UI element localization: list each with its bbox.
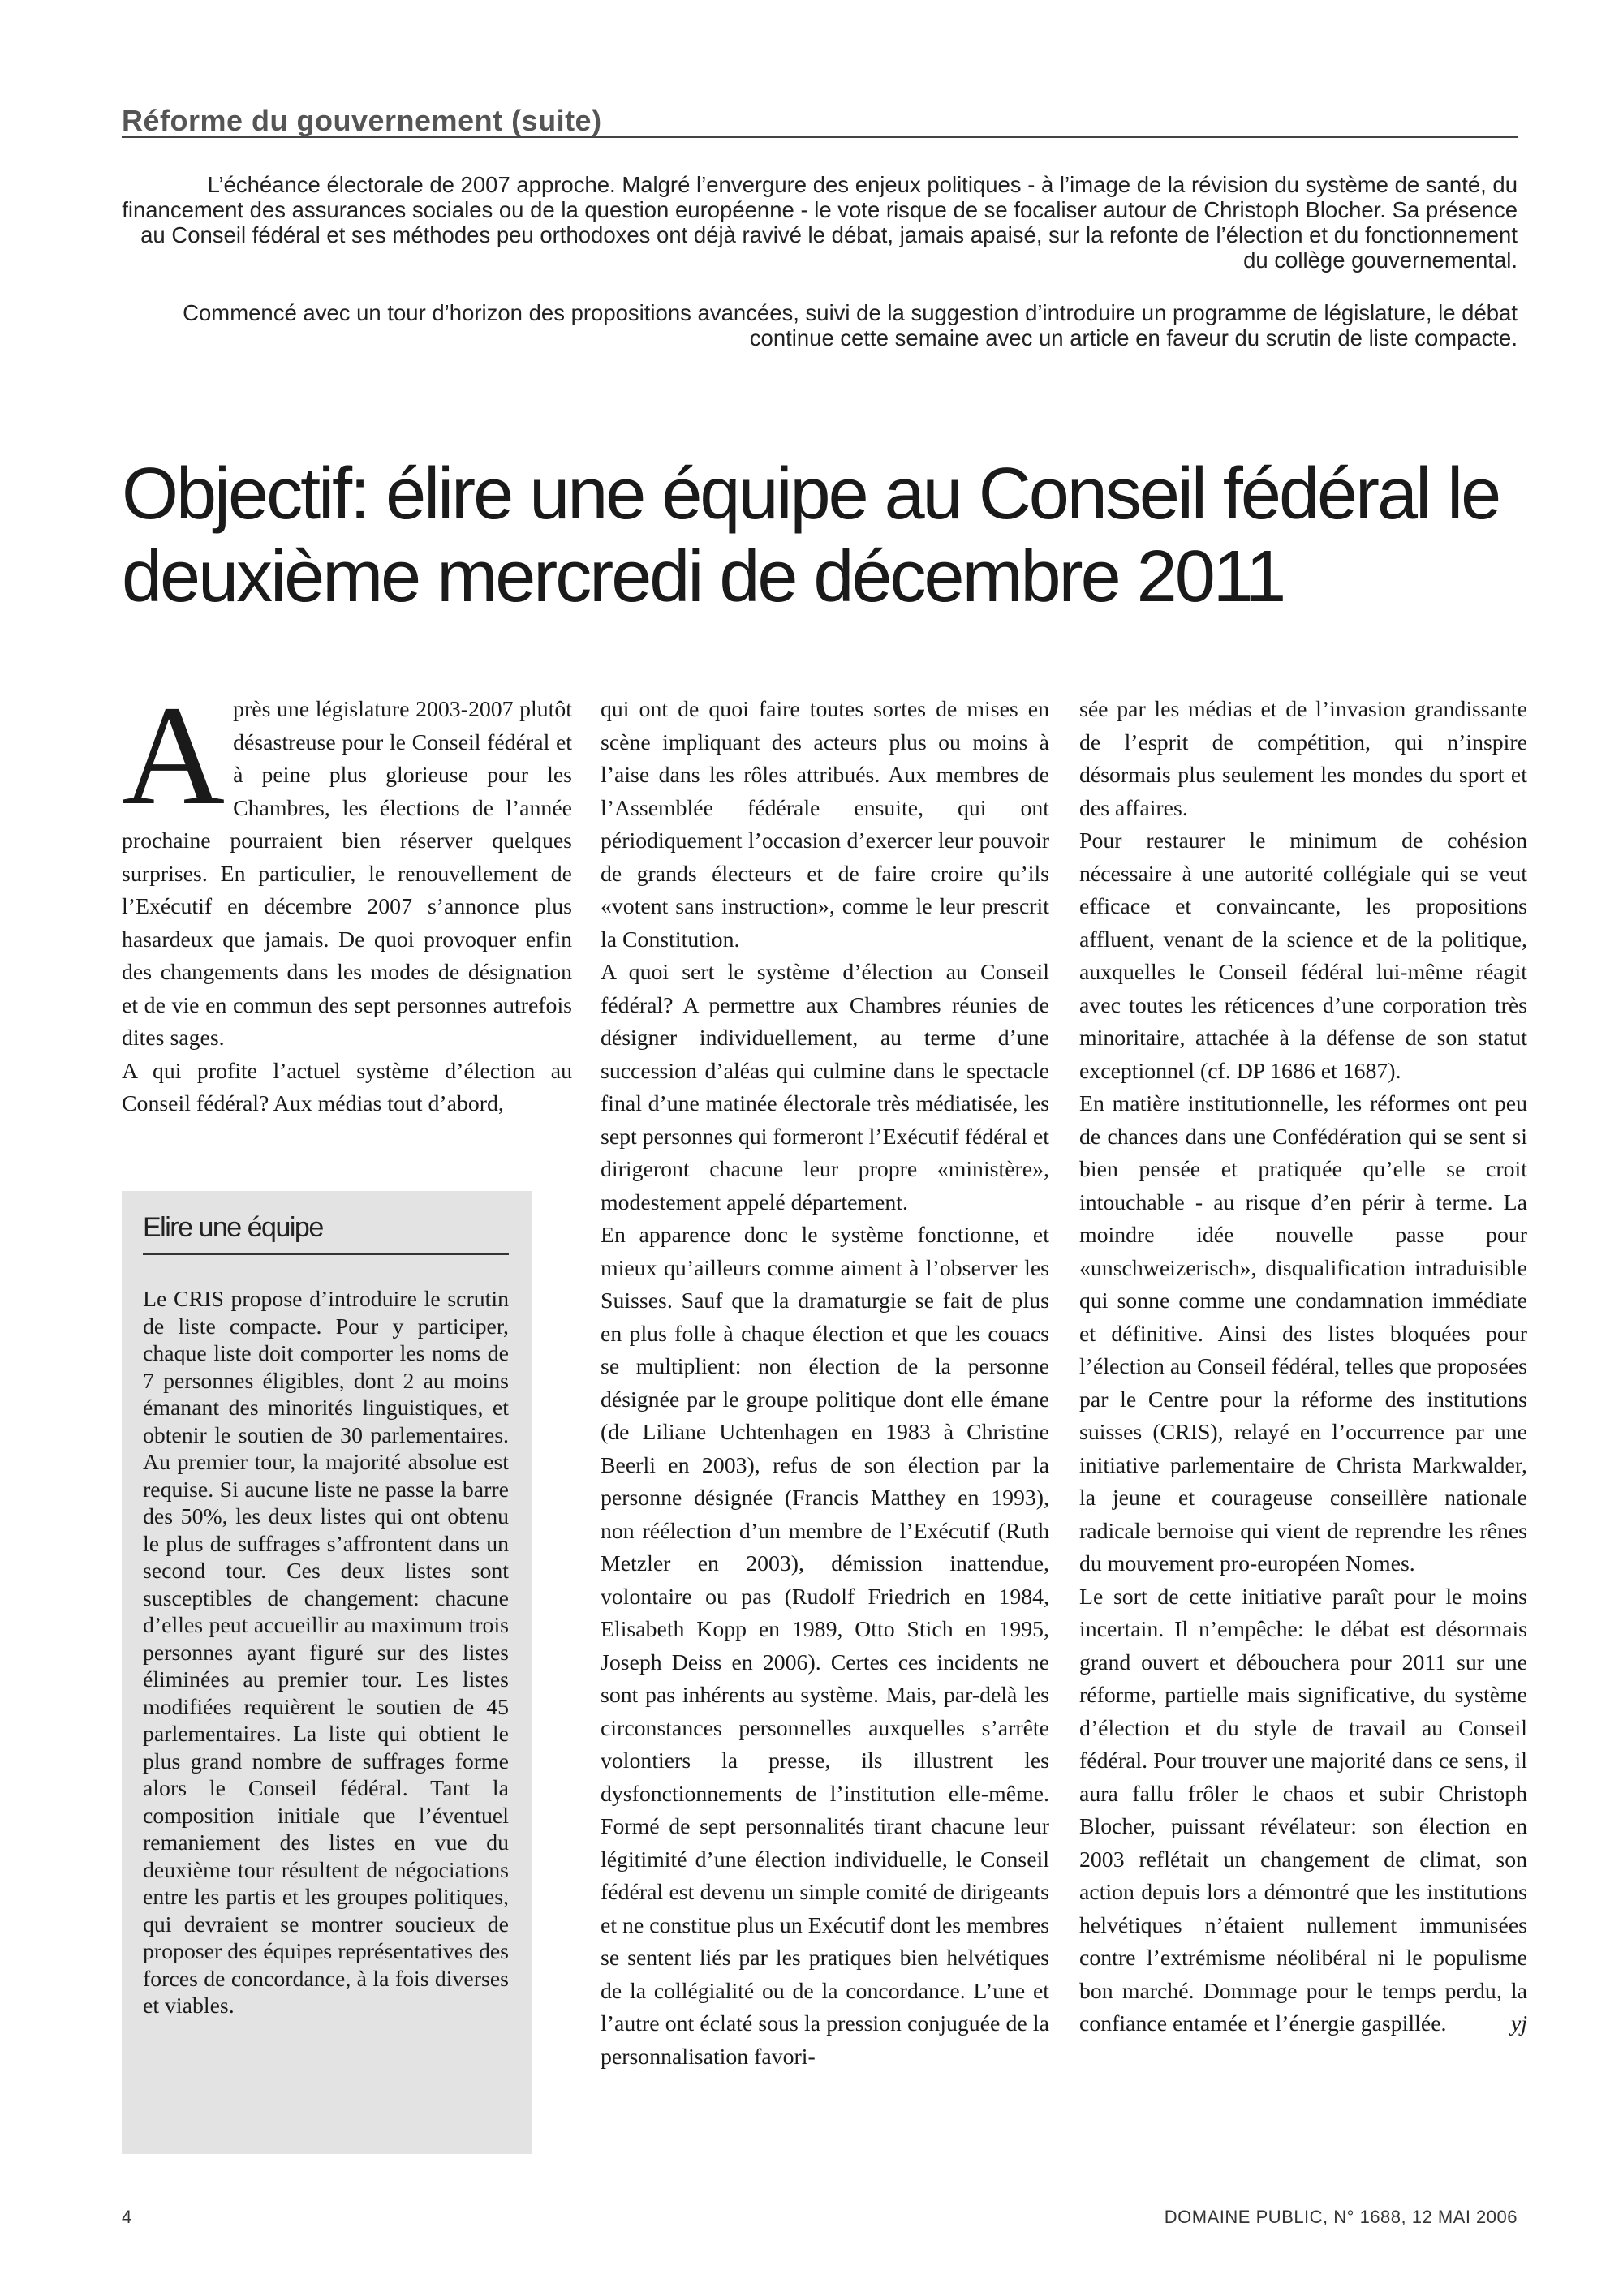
paragraph-text: Le sort de cette initiative paraît pour le moins incertain. Il n’empêche: le débat est désormais grand ouvert et débouchera pour 2011 sur une réforme, partielle mais significative, du système d’élection et du style de travail au Conseil fédéral. Pour trouver une majorité dans ce sens, il aura fallu frôler le chaos et subir Christoph Blocher, puissant révélateur: son élection en 2003 reflétait un changement de climat, son action depuis lors a démontré que les institutions helvétiques n’étaient nullement immunisées contre l’extrémisme néolibéral ni le populisme bon marché. Dommage pour le temps perdu, la confiance entamée et l’énergie gaspillée.	[1079, 1584, 1527, 2036]
sidebar-box-text: Le CRIS propose d’introduire le scrutin de liste compacte. Pour y participer, chaque liste doit comporter les noms de 7 personnes éligibles, dont 2 au moins émanant des minorités linguistiques, et obtenir le soutien de 30 parlementaires. Au premier tour, la majorité absolue est requise. Si aucune liste ne passe la barre des 50%, les deux listes qui ont obtenu le plus de suffrages s’affrontent dans un second tour. Ces deux listes sont susceptibles de changement: chacune d’elles peut accueillir au maximum trois personnes ayant figuré sur des listes éliminées au premier tour. Les listes modifiées requièrent le soutien de 45 parlementaires. La liste qui obtient le plus grand nombre de suffrages forme alors le Conseil fédéral. Tant la composition initiale que l’éventuel remaniement des listes en vue du deuxième tour résultent de négociations entre les partis et les groupes politiques, qui devraient se montrer soucieux de proposer des équipes représentatives des forces de concordance, à la fois diverses et viables.	[143, 1287, 509, 2019]
paragraph: En apparence donc le système fonctionne, et mieux qu’ailleurs comme aiment à l’observer les Suisses. Sauf que la dramaturgie se fait de plus en plus folle à chaque élection et que les couacs se multiplient: non élection de la personne désignée par le groupe politique dont elle émane (de Liliane Uchtenhagen en 1983 à Christine Beerli en 2003), refus de son élection par la personne désignée (Francis Matthey en 1993), non réélection d’un membre de l’Exécutif (Ruth Metzler en 2003), démission inattendue, volontaire ou pas (Rudolf Friedrich en 1984, Elisabeth Kopp en 1989, Otto Stich en 1995, Joseph Deiss en 2006). Certes ces incidents ne sont pas inhérents au système. Mais, par-delà les circonstances personnelles auxquelles s’arrête volontiers la presse, ils illustrent les dysfonctionnements de l’institution elle-même. Formé de sept personnalités tirant chacune leur légitimité d’une élection individuelle, le Conseil fédéral est devenu un simple comité de dirigeants et ne constitue plus un Exécutif dont les membres se sentent liés par les pratiques bien helvétiques de la collégialité ou de la concordance. L’une et l’autre ont éclaté sous la pression conjuguée de la personnalisation favori-	[601, 1223, 1049, 2070]
article-column-3	[1079, 694, 1527, 2041]
paragraph: Pour restaurer le minimum de cohésion nécessaire à une autorité collégiale qui se veut efficace et convaincante, les propositions affluent, venant de la science et de la politique, auxquelles le Conseil fédéral lui-même réagit avec toutes les réticences d’une corporation très minoritaire, attachée à la défense de son statut exceptionnel (cf. DP 1686 et 1687).	[1079, 828, 1527, 1084]
section-header: Réforme du gouvernement (suite)	[122, 104, 1518, 138]
author-signature: yj	[1510, 2011, 1527, 2036]
sidebar-box	[122, 1191, 532, 2154]
drop-cap: A	[122, 677, 226, 835]
article-column-1	[122, 677, 572, 1121]
intro-paragraph-1: L’échéance électorale de 2007 approche. Malgré l’envergure des enjeux politiques - à l’image de la révision du système de santé, du financement des assurances sociales ou de la question européenne - le vote risque de se focaliser autour de Christoph Blocher. Sa présence au Conseil fédéral et ses méthodes peu orthodoxes ont déjà ravivé le débat, jamais apaisé, sur la refonte de l’élection et du fonctionnement du collège gouvernemental.	[122, 172, 1518, 273]
publication-info: DOMAINE PUBLIC, N° 1688, 12 MAI 2006	[1164, 2207, 1518, 2227]
page-number: 4	[122, 2207, 132, 2227]
paragraph: près une législature 2003-2007 plutôt désastreuse pour le Conseil fédéral et à peine plus glorieuse pour les Chambres, les élections de l’année prochaine pourraient bien réserver quelques surprises. En particulier, le renouvellement de l’Exécutif en décembre 2007 s’annonce plus hasardeux que jamais. De quoi provoquer enfin des changements dans les modes de désignation et de vie en commun des sept personnes autrefois dites sages.	[122, 697, 572, 1051]
paragraph: qui ont de quoi faire toutes sortes de mises en scène impliquant des acteurs plus ou moins à l’aise dans les rôles attribués. Aux membres de l’Assemblée fédérale ensuite, qui ont périodiquement l’occasion d’exercer leur pouvoir de grands électeurs et de faire croire qu’ils «votent sans instruction», comme le leur prescrit la Constitution.	[601, 697, 1049, 952]
paragraph: En matière institutionnelle, les réformes ont peu de chances dans une Confédération qui se sent si bien pensée et pratiquée qu’elle se croit intouchable - au risque d’en périr à terme. La moindre idée nouvelle passe pour «unschweizerisch», disqualification intraduisible qui sonne comme une condamnation immédiate et définitive. Ainsi des listes bloquées pour l’élection au Conseil fédéral, telles que proposées par le Centre pour la réforme des institutions suisses (CRIS), relayé en l’occurrence par une initiative parlementaire de Christa Markwalder, la jeune et courageuse conseillère nationale radicale bernoise qui vient de reprendre les rênes du mouvement pro-européen Nomes.	[1079, 1091, 1527, 1576]
paragraph-last	[1079, 1581, 1527, 2041]
article-column-2	[601, 694, 1049, 2074]
paragraph: A qui profite l’actuel système d’élection au Conseil fédéral? Aux médias tout d’abord,	[122, 1058, 572, 1116]
intro-paragraph-2: Commencé avec un tour d’horizon des propositions avancées, suivi de la suggestion d’introduire un programme de législature, le débat continue cette semaine avec un article en faveur du scrutin de liste compacte.	[183, 300, 1518, 350]
sidebar-box-title: Elire une équipe	[143, 1207, 509, 1255]
intro-block	[122, 172, 1518, 350]
paragraph: A quoi sert le système d’élection au Conseil fédéral? A permettre aux Chambres réunies de désigner individuellement, au terme d’une succession d’aléas qui culmine dans le spectacle final d’une matinée électorale très médiatisée, les sept personnes qui formeront l’Exécutif fédéral et dirigeront chacune leur propre «ministère», modestement appelé département.	[601, 960, 1049, 1215]
article-title: Objectif: élire une équipe au Conseil fédéral le deuxième mercredi de décembre 2011	[122, 454, 1500, 617]
paragraph: sée par les médias et de l’invasion grandissante de l’esprit de compétition, qui n’inspire désormais plus seulement les mondes du sport et des affaires.	[1079, 697, 1527, 821]
